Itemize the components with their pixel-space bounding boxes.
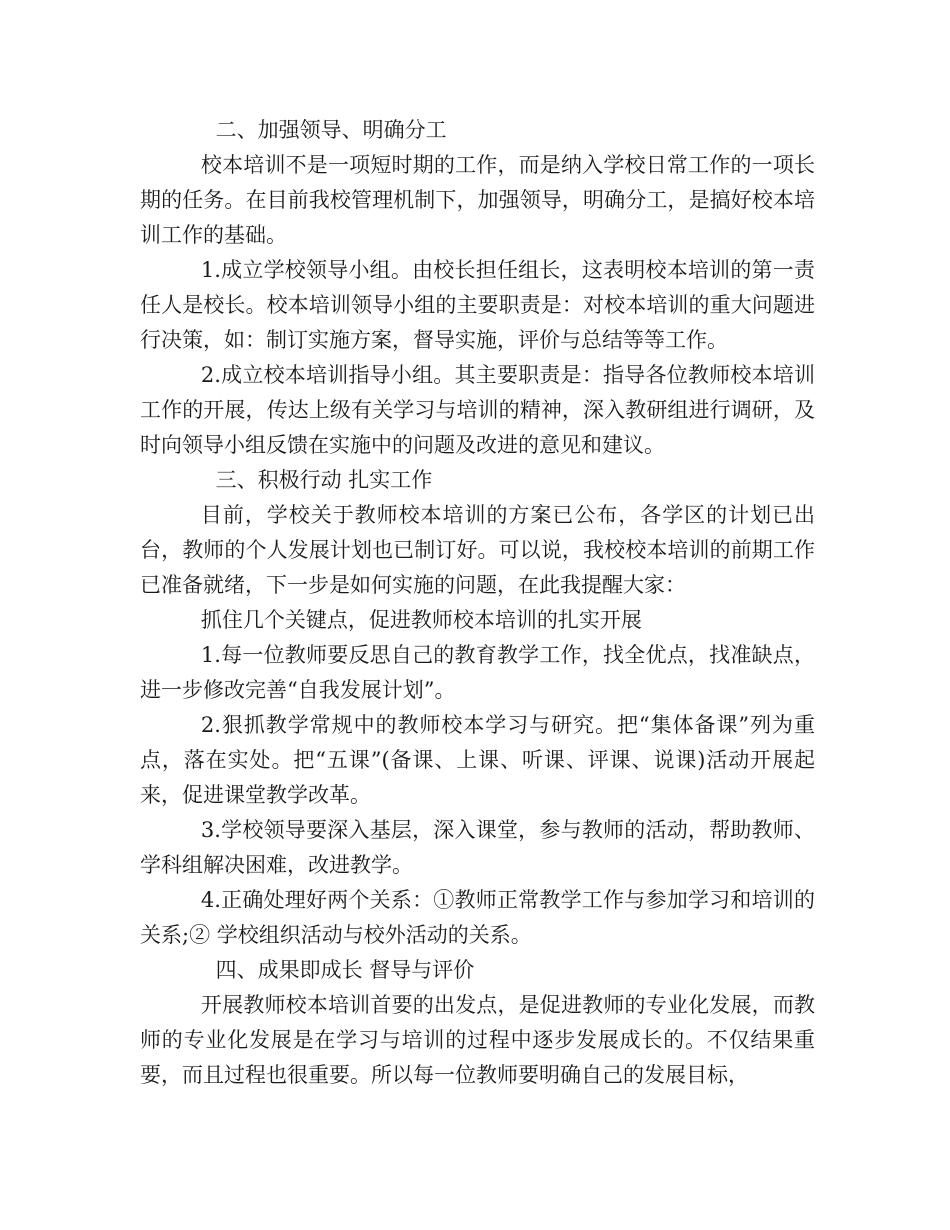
paragraph: 目前，学校关于教师校本培训的方案已公布，各学区的计划已出台，教师的个人发展计划也已制订好。可以说，我校校本培训的前期工作已准备就绪，下一步是如何实施的问题，在此我提醒大家： bbox=[140, 503, 815, 597]
list-item: 4.正确处理好两个关系：①教师正常教学工作与参加学习和培训的关系;② 学校组织活动与校外活动的关系。 bbox=[140, 888, 815, 947]
list-item: 1.成立学校领导小组。由校长担任组长，这表明校本培训的第一责任人是校长。校本培训领导小组的主要职责是：对校本培训的重大问题进行决策，如：制订实施方案，督导实施，评价与总结等等工作。 bbox=[140, 258, 815, 352]
list-item: 2.狠抓教学常规中的教师校本学习与研究。把“集体备课”列为重点，落在实处。把“五课”(备课、上课、听课、评课、说课)活动开展起来，促进课堂教学改革。 bbox=[140, 713, 815, 807]
section-heading-3: 三、积极行动 扎实工作 bbox=[215, 468, 433, 492]
section-heading-2: 二、加强领导、明确分工 bbox=[215, 118, 447, 142]
paragraph: 开展教师校本培训首要的出发点，是促进教师的专业化发展，而教师的专业化发展是在学习与培训的过程中逐步发展成长的。不仅结果重要，而且过程也很重要。所以每一位教师要明确自己的发展目标， bbox=[140, 993, 815, 1087]
list-item: 3.学校领导要深入基层，深入课堂，参与教师的活动，帮助教师、学科组解决困难，改进教学。 bbox=[140, 818, 815, 877]
list-item: 1.每一位教师要反思自己的教育教学工作，找全优点，找准缺点，进一步修改完善“自我发展计划”。 bbox=[140, 643, 815, 702]
document-body bbox=[140, 113, 815, 1093]
list-item: 2.成立校本培训指导小组。其主要职责是：指导各位教师校本培训工作的开展，传达上级有关学习与培训的精神，深入教研组进行调研，及时向领导小组反馈在实施中的问题及改进的意见和建议。 bbox=[140, 363, 815, 457]
subheading: 抓住几个关键点，促进教师校本培训的扎实开展 bbox=[200, 608, 642, 632]
paragraph: 校本培训不是一项短时期的工作，而是纳入学校日常工作的一项长期的任务。在目前我校管理机制下，加强领导，明确分工，是搞好校本培训工作的基础。 bbox=[140, 153, 815, 247]
section-heading-4: 四、成果即成长 督导与评价 bbox=[215, 958, 475, 982]
